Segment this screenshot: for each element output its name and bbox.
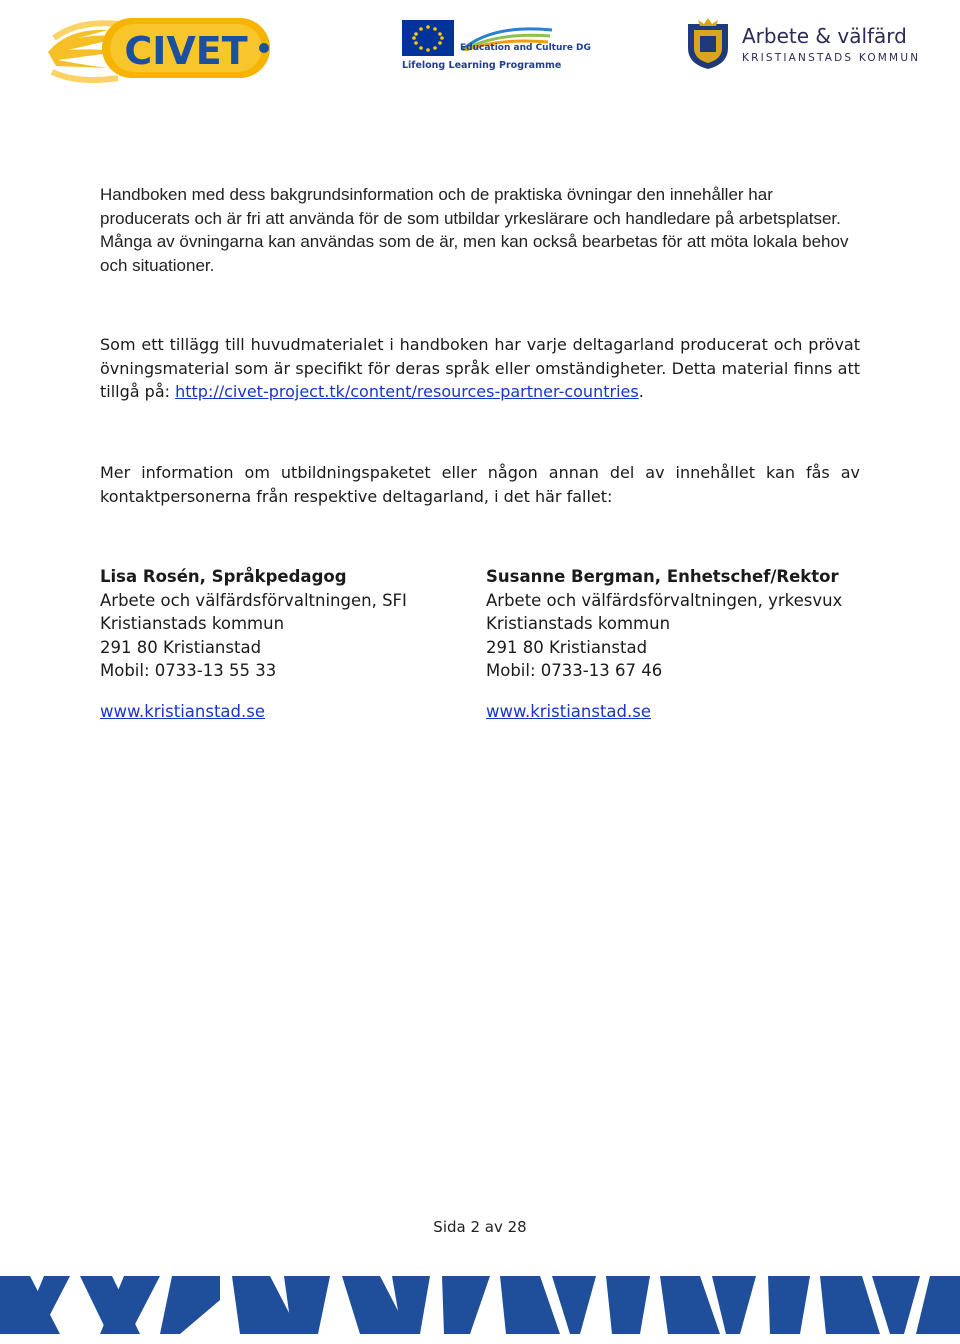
kristianstad-logo-subtitle: KRISTIANSTADS KOMMUN bbox=[742, 52, 921, 64]
contact-org: Arbete och välfärdsförvaltningen, yrkesvux bbox=[486, 590, 843, 610]
contact-municipality: Kristianstads kommun bbox=[486, 614, 671, 633]
contact-card-susanne bbox=[486, 565, 906, 723]
materials-paragraph-text: Som ett tillägg till huvudmaterialet i handboken har varje deltagarland producerat och prövat övningsmaterial som är specifikt för deras språk eller omständigheter. Detta material finns att tillgå på: bbox=[100, 335, 860, 401]
contact-phone: Mobil: 0733-13 55 33 bbox=[100, 661, 277, 680]
materials-paragraph-end: . bbox=[638, 382, 644, 401]
kristianstad-logo bbox=[684, 18, 921, 74]
materials-paragraph bbox=[100, 333, 860, 404]
contact-municipality: Kristianstads kommun bbox=[100, 614, 285, 633]
eu-logo-line1: Education and Culture DG bbox=[460, 43, 591, 53]
kristianstad-logo-title: Arbete & välfärd bbox=[742, 24, 907, 48]
contact-name: Lisa Rosén, Språkpedagog bbox=[100, 567, 347, 586]
contact-website-link[interactable]: www.kristianstad.se bbox=[486, 701, 651, 721]
contact-address: 291 80 Kristianstad bbox=[100, 637, 262, 657]
contact-phone: Mobil: 0733-13 67 46 bbox=[486, 661, 663, 680]
resources-link[interactable]: http://civet-project.tk/content/resources-partner-countries bbox=[175, 382, 639, 401]
civet-logo bbox=[38, 8, 278, 88]
contact-org: Arbete och välfärdsförvaltningen, SFI bbox=[100, 590, 407, 610]
contact-website-link[interactable]: www.kristianstad.se bbox=[100, 701, 265, 721]
footer-decorative-band bbox=[0, 1270, 960, 1340]
contact-name: Susanne Bergman, Enhetschef/Rektor bbox=[486, 567, 839, 586]
intro-paragraph: Handboken med dess bakgrundsinformation och de praktiska övningar den innehåller har producerats och är fri att använda för de som utbildar yrkeslärare och handledare på arbetsplatser. Många av övningarna kan användas som de är, men kan också bearbetas för att möta lokala behov och situationer. bbox=[100, 185, 849, 275]
page-number: Sida 2 av 28 bbox=[433, 1218, 527, 1236]
coat-of-arms-icon bbox=[684, 18, 732, 70]
contact-card-lisa bbox=[100, 565, 470, 723]
eu-lifelong-learning-logo bbox=[402, 20, 591, 76]
contact-info-paragraph: Mer information om utbildningspaketet eller någon annan del av innehållet kan fås av kontaktpersonerna från respektive deltagarland, i det här fallet: bbox=[100, 463, 860, 506]
civet-logo-text: CIVET bbox=[124, 29, 248, 73]
eu-logo-line2: Lifelong Learning Programme bbox=[402, 60, 562, 71]
contact-address: 291 80 Kristianstad bbox=[486, 637, 648, 657]
